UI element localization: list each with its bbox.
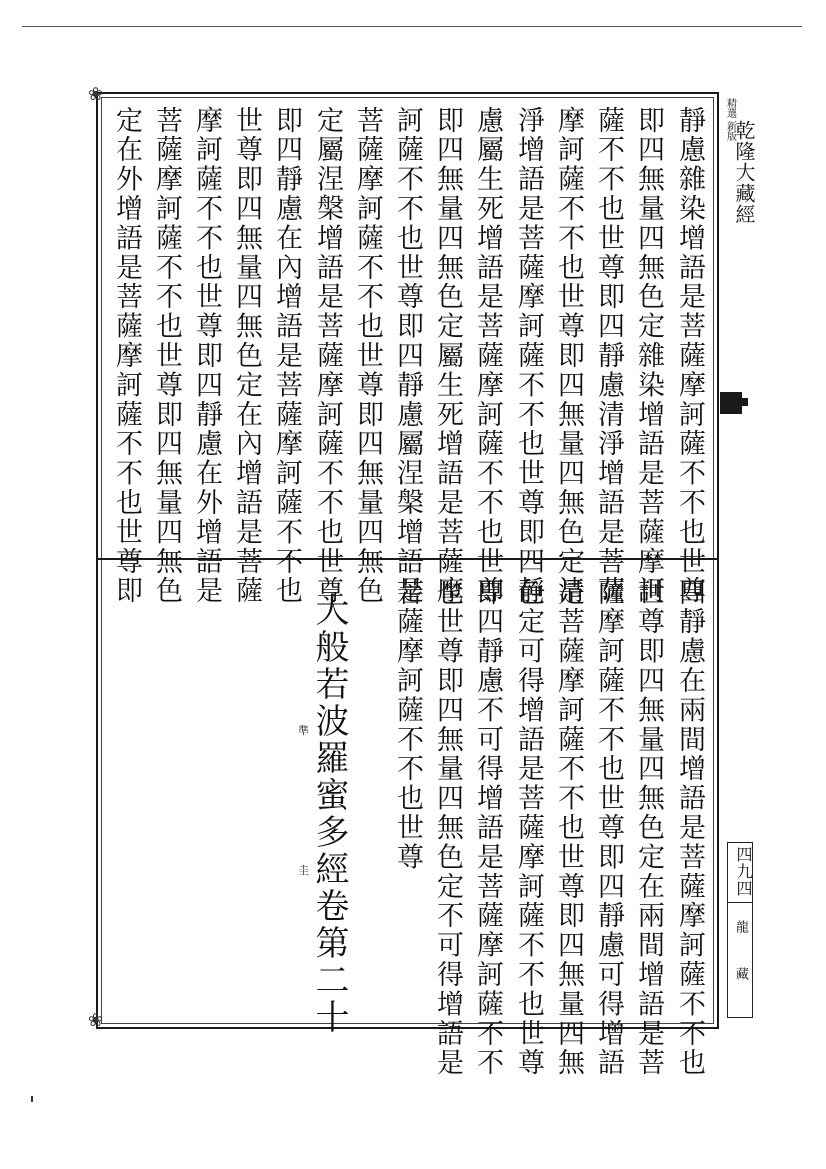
fascicle-title: 大般若波羅蜜多經卷第二十 xyxy=(309,592,349,1036)
text-column: 定屬涅槃增語是菩薩摩訶薩不不也世尊 xyxy=(312,106,343,606)
text-column: 摩訶薩不不也世尊即四無量四無色定清 xyxy=(553,106,584,606)
text-column: 即四無量四無色定雜染增語是菩薩摩訶 xyxy=(633,106,664,606)
text-column: 色定可得增語是菩薩摩訶薩不不也世尊 xyxy=(513,578,544,1078)
text-column: 即四無量四無色定屬生死增語是菩薩摩 xyxy=(432,106,463,606)
text-column: 訶薩不不也世尊即四靜慮屬涅槃增語是 xyxy=(392,106,423,606)
title-mark-upper: 準 xyxy=(298,724,309,737)
scan-speck xyxy=(31,1096,33,1102)
text-column: 世尊即四無量四無色定在內增語是菩薩 xyxy=(231,106,262,606)
text-column: 即四靜慮在內增語是菩薩摩訶薩不不也 xyxy=(271,106,302,606)
text-column: 薩摩訶薩不不也世尊即四靜慮可得增語 xyxy=(593,578,624,1078)
text-column: 也世尊即四無量四無色定不可得增語是 xyxy=(432,578,463,1078)
text-column: 菩薩摩訶薩不不也世尊即四無量四無色 xyxy=(151,106,182,606)
text-column: 薩不不也世尊即四靜慮清淨增語是菩薩 xyxy=(593,106,624,606)
canon-title: 乾隆大藏經 xyxy=(732,120,756,225)
text-column: 即四靜慮不可得增語是菩薩摩訶薩不不 xyxy=(472,578,503,1078)
ornament-corner-icon: ❀ xyxy=(88,84,104,105)
text-column: 四靜慮在兩間增語是菩薩摩訶薩不不也 xyxy=(674,578,705,1078)
title-mark-lower: 圭 xyxy=(298,864,309,877)
collection-label: 龍藏 xyxy=(733,920,748,1014)
text-column: 靜慮雜染增語是菩薩摩訶薩不不也世尊 xyxy=(674,106,705,606)
text-column: 菩薩摩訶薩不不也世尊 xyxy=(392,578,423,872)
top-rule xyxy=(22,26,802,27)
text-column: 菩薩摩訶薩不不也世尊即四無量四無色 xyxy=(352,106,383,606)
text-column: 定在外增語是菩薩摩訶薩不不也世尊即 xyxy=(111,106,142,606)
page-number: 四九四 xyxy=(734,846,753,897)
ornament-corner-icon: ❀ xyxy=(88,1010,104,1031)
edge-tab-bar xyxy=(720,398,748,406)
text-column: 摩訶薩不不也世尊即四靜慮在外增語是 xyxy=(191,106,222,606)
text-column: 淨增語是菩薩摩訶薩不不也世尊即四靜 xyxy=(513,106,544,606)
page-number-divider xyxy=(727,902,753,903)
text-column: 是菩薩摩訶薩不不也世尊即四無量四無 xyxy=(553,578,584,1078)
text-column: 世尊即四無量四無色定在兩間增語是菩 xyxy=(633,578,664,1078)
text-column: 慮屬生死增語是菩薩摩訶薩不不也世尊 xyxy=(472,106,503,606)
series-label: 精選 新版 xyxy=(724,98,736,142)
